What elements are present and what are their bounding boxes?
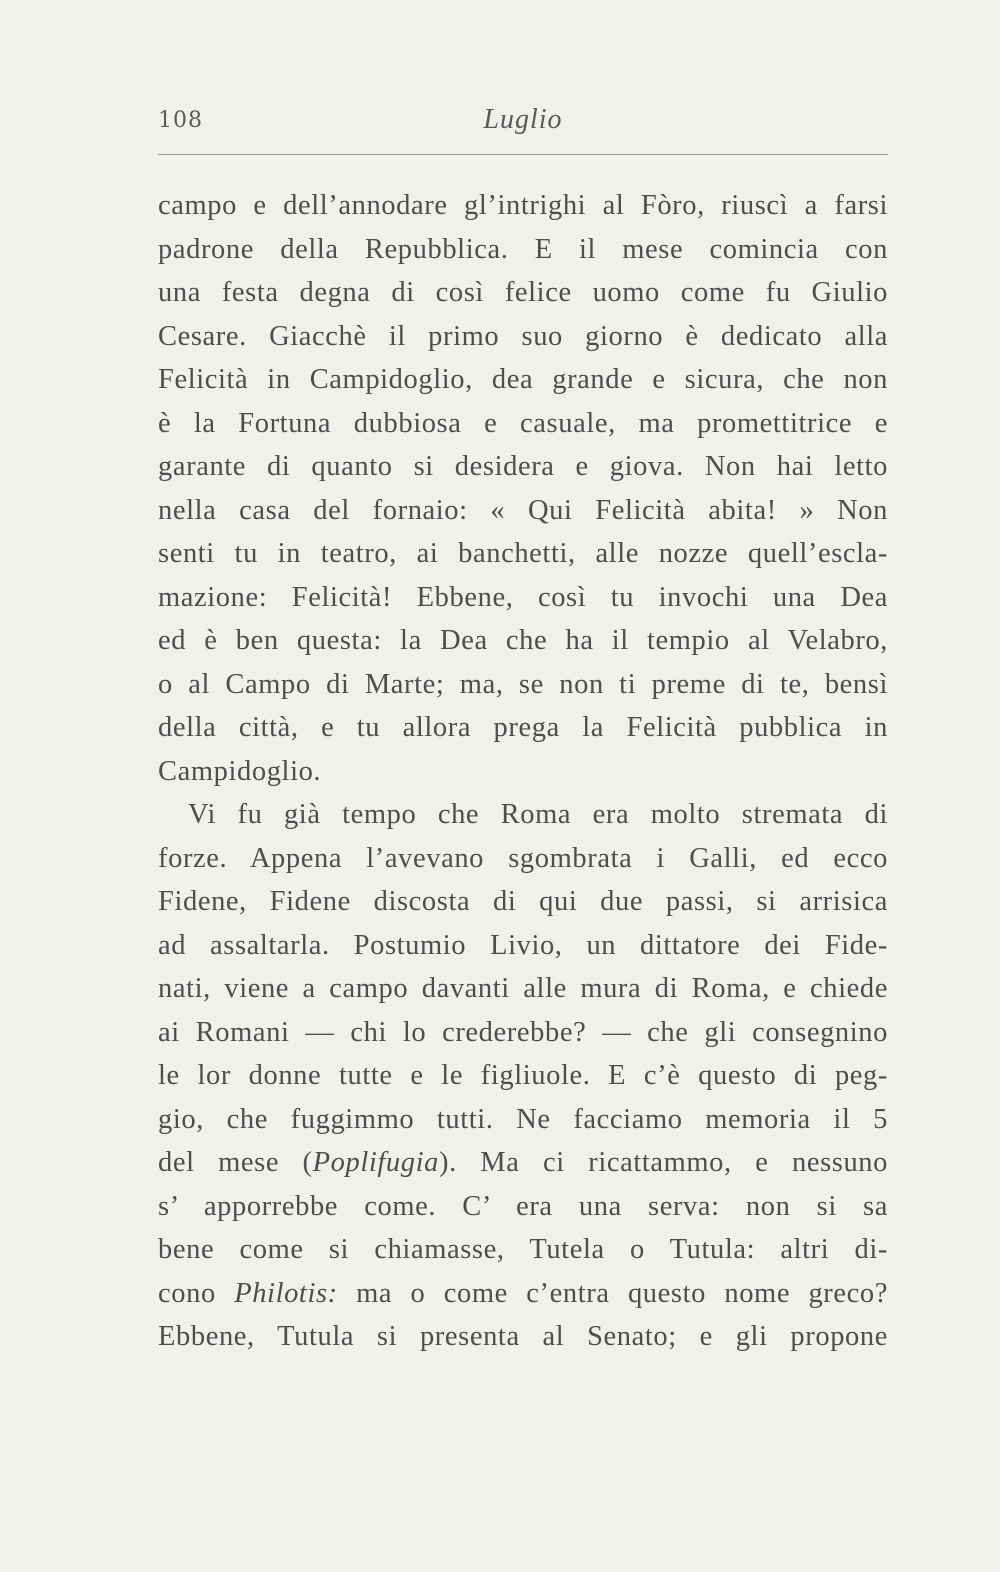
text-line: Vi fu già tempo che Roma era molto stremata di: [188, 799, 888, 830]
page-header: [158, 102, 888, 156]
text-line: Campidoglio.: [158, 755, 322, 787]
running-title: Luglio: [483, 104, 563, 135]
text-line-with-italic: [158, 1272, 888, 1316]
text-line: ai Romani — chi lo crederebbe? — che gli consegnino: [158, 1016, 888, 1048]
italic-term: Poplifugia: [312, 1147, 439, 1178]
italic-term: Philotis:: [234, 1277, 338, 1309]
text-line: ed è ben questa: la Dea che ha il tempio al Velabro,: [158, 625, 888, 656]
text-segment: del mese (: [158, 1147, 313, 1178]
text-line: una festa degna di così felice uomo come fu Giulio: [158, 277, 888, 308]
text-line: senti tu in teatro, ai banchetti, alle nozze quell’escla-: [158, 538, 888, 569]
text-line: s’ apporrebbe come. C’ era una serva: non si sa: [158, 1190, 888, 1222]
text-line: della città, e tu allora prega la Felicità pubblica in: [158, 712, 888, 743]
text-line: bene come si chiamasse, Tutela o Tutula: altri di-: [158, 1234, 888, 1265]
text-line: gio, che fuggimmo tutti. Ne facciamo memoria il 5: [158, 1103, 888, 1135]
text-line: o al Campo di Marte; ma, se non ti preme di te, bensì: [158, 668, 888, 700]
text-line: nella casa del fornaio: « Qui Felicità abita! » Non: [158, 494, 888, 526]
text-line: Felicità in Campidoglio, dea grande e sicura, che non: [158, 364, 888, 395]
text-line: mazione: Felicità! Ebbene, così tu invochi una Dea: [158, 581, 888, 613]
body-text: [158, 184, 888, 1359]
text-line: ad assaltarla. Postumio Livio, un dittatore dei Fide-: [158, 929, 888, 961]
text-line: forze. Appena l’avevano sgombrata i Galli, ed ecco: [158, 842, 888, 874]
text-line: Cesare. Giacchè il primo suo giorno è dedicato alla: [158, 320, 888, 352]
header-rule: [158, 154, 888, 155]
page-number: 108: [158, 108, 203, 133]
text-line: padrone della Repubblica. E il mese comincia con: [158, 233, 888, 265]
text-line: Fidene, Fidene discosta di qui due passi, si arrisica: [158, 886, 888, 917]
text-line: è la Fortuna dubbiosa e casuale, ma promettitrice e: [158, 407, 888, 439]
text-line: Ebbene, Tutula si presenta al Senato; e gli propone: [158, 1321, 888, 1352]
text-line-with-italic: [158, 1141, 888, 1185]
text-line: nati, viene a campo davanti alle mura di Roma, e chiede: [158, 973, 888, 1004]
text-line: campo e dell’annodare gl’intrighi al Fòro, riuscì a farsi: [158, 190, 888, 221]
text-segment: cono: [158, 1277, 235, 1309]
text-line: garante di quanto si desidera e giova. Non hai letto: [158, 451, 888, 482]
text-segment: ma o come c’entra questo nome greco?: [337, 1277, 888, 1309]
text-segment: ). Ma ci ricattammo, e nessuno: [439, 1147, 889, 1178]
text-line: le lor donne tutte e le figliuole. E c’è questo di peg-: [158, 1060, 888, 1091]
